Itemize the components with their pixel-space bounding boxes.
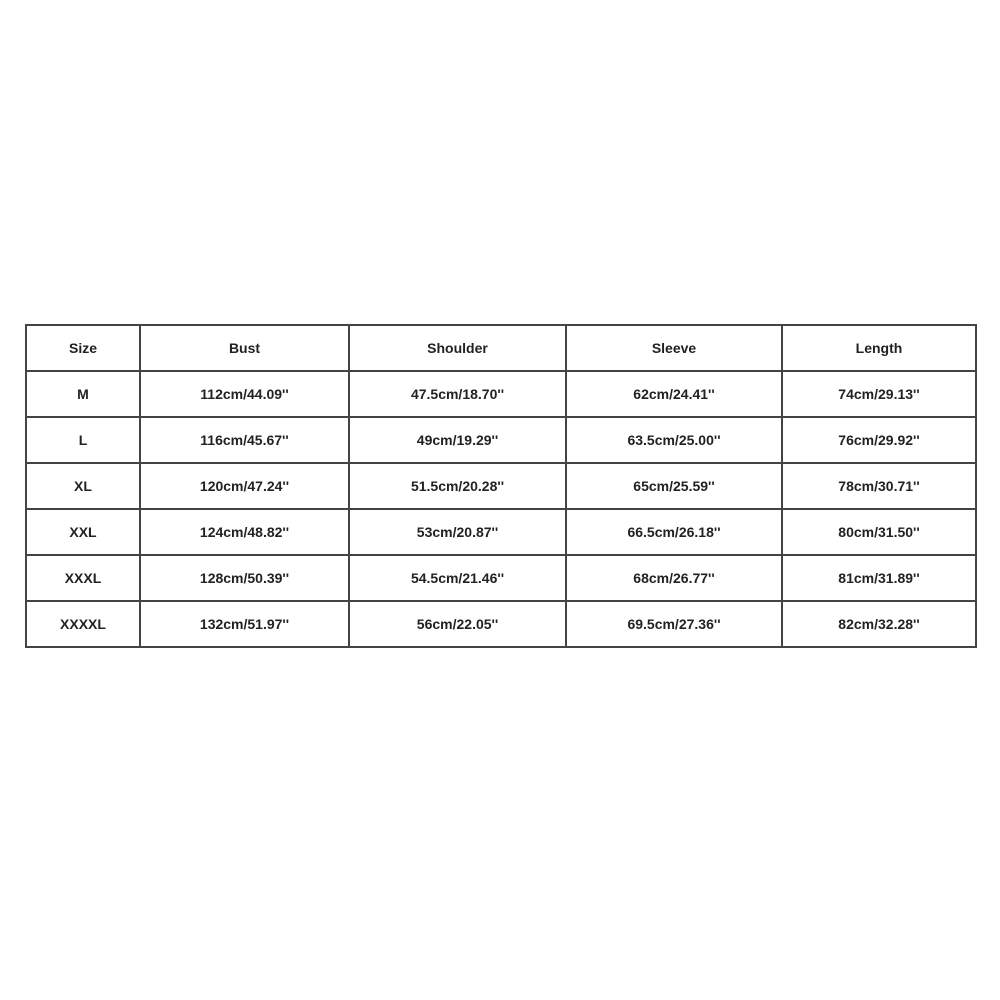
cell-bust: 112cm/44.09'' <box>140 371 349 417</box>
table-row <box>26 555 976 601</box>
header-size: Size <box>26 325 140 371</box>
cell-sleeve: 65cm/25.59'' <box>566 463 782 509</box>
cell-bust: 116cm/45.67'' <box>140 417 349 463</box>
cell-length: 76cm/29.92'' <box>782 417 976 463</box>
cell-shoulder: 51.5cm/20.28'' <box>349 463 566 509</box>
cell-sleeve: 63.5cm/25.00'' <box>566 417 782 463</box>
cell-bust: 120cm/47.24'' <box>140 463 349 509</box>
cell-size: XL <box>26 463 140 509</box>
cell-size: L <box>26 417 140 463</box>
cell-shoulder: 49cm/19.29'' <box>349 417 566 463</box>
cell-sleeve: 68cm/26.77'' <box>566 555 782 601</box>
cell-sleeve: 69.5cm/27.36'' <box>566 601 782 647</box>
table-row <box>26 371 976 417</box>
header-sleeve: Sleeve <box>566 325 782 371</box>
cell-shoulder: 56cm/22.05'' <box>349 601 566 647</box>
table-row <box>26 417 976 463</box>
header-shoulder: Shoulder <box>349 325 566 371</box>
cell-size: XXL <box>26 509 140 555</box>
header-bust: Bust <box>140 325 349 371</box>
cell-shoulder: 53cm/20.87'' <box>349 509 566 555</box>
cell-size: M <box>26 371 140 417</box>
cell-sleeve: 66.5cm/26.18'' <box>566 509 782 555</box>
cell-bust: 132cm/51.97'' <box>140 601 349 647</box>
header-length: Length <box>782 325 976 371</box>
cell-length: 81cm/31.89'' <box>782 555 976 601</box>
cell-size: XXXL <box>26 555 140 601</box>
cell-length: 82cm/32.28'' <box>782 601 976 647</box>
cell-size: XXXXL <box>26 601 140 647</box>
cell-bust: 128cm/50.39'' <box>140 555 349 601</box>
header-row <box>26 325 976 371</box>
cell-length: 80cm/31.50'' <box>782 509 976 555</box>
table-row <box>26 601 976 647</box>
table-row <box>26 509 976 555</box>
cell-bust: 124cm/48.82'' <box>140 509 349 555</box>
cell-length: 74cm/29.13'' <box>782 371 976 417</box>
table-row <box>26 463 976 509</box>
cell-shoulder: 54.5cm/21.46'' <box>349 555 566 601</box>
size-chart-table <box>25 324 977 648</box>
cell-shoulder: 47.5cm/18.70'' <box>349 371 566 417</box>
cell-length: 78cm/30.71'' <box>782 463 976 509</box>
cell-sleeve: 62cm/24.41'' <box>566 371 782 417</box>
